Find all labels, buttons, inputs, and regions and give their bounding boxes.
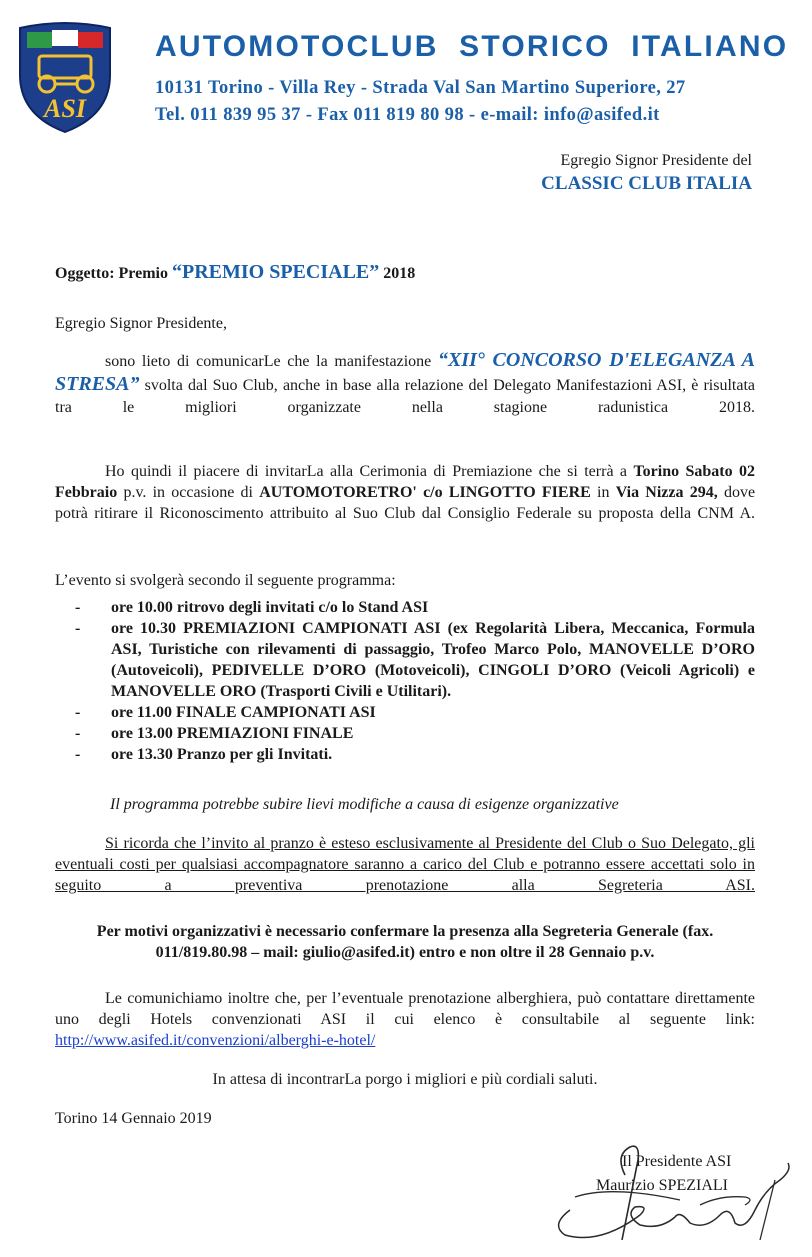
para2-date: Torino Sabato 02 Febbraio: [55, 463, 756, 501]
paragraph-invitation: [55, 461, 755, 545]
recipient-block: [541, 152, 752, 195]
program-item: - ore 13.00 PREMIAZIONI FINALE: [75, 725, 354, 742]
para1-intro: sono lieto di comunicarLe che la manifestazione: [105, 353, 432, 370]
program-item: - ore 11.00 FINALE CAMPIONATI ASI: [75, 704, 376, 721]
confirm-note: Per motivi organizzativi è necessario confermare la presenza alla Segreteria Generale (fax. 011/819.80.98 – mail: giulio@asifed.it) entro e non oltre il 28 Gennaio p.v.: [96, 923, 714, 961]
program-note: Il programma potrebbe subire lievi modifiche a causa di esigenze organizzative: [110, 796, 619, 813]
signature-block: [530, 1135, 800, 1245]
para2-address: Via Nizza 294,: [615, 484, 718, 501]
signature-name: Maurizio SPEZIALI: [596, 1177, 728, 1194]
program-intro: L’evento si svolgerà secondo il seguente programma:: [55, 572, 396, 589]
para2-t2: p.v. in occasione di: [123, 484, 253, 501]
hotel-link[interactable]: http://www.asifed.it/convenzioni/alberghi-e-hotel/: [55, 1032, 376, 1049]
org-contacts: Tel. 011 839 95 37 - Fax 011 819 80 98 - e-mail: info@asifed.it: [155, 105, 660, 125]
hotel-text: Le comunichiamo inoltre che, per l’eventuale prenotazione alberghiera, può contattare direttamente uno degli Hotels convenzionati ASI il cui elenco è consultabile al seguente link:: [55, 990, 755, 1028]
subject-label: Oggetto: Premio: [55, 265, 168, 282]
subject-highlight: “PREMIO SPECIALE”: [172, 261, 380, 283]
program-item: - ore 13.30 Pranzo per gli Invitati.: [75, 746, 333, 763]
recipient-line1: Egregio Signor Presidente del: [560, 152, 752, 169]
para2-t3: in: [597, 484, 610, 501]
asi-logo: [15, 20, 115, 135]
org-name: AUTOMOTOCLUB STORICO ITALIANO: [155, 30, 789, 63]
handwritten-signature: [530, 1135, 800, 1245]
program-item: - ore 10.00 ritrovo degli invitati c/o lo Stand ASI: [75, 599, 429, 616]
subject-year: 2018: [383, 265, 416, 282]
recipient-club: CLASSIC CLUB ITALIA: [541, 173, 752, 194]
org-address: 10131 Torino - Villa Rey - Strada Val San Martino Superiore, 27: [155, 78, 686, 98]
closing: In attesa di incontrarLa porgo i migliori e più cordiali saluti.: [212, 1071, 598, 1088]
program-list: [75, 597, 755, 765]
logo-lettering: ASI: [44, 94, 86, 123]
para1-rest: svolta dal Suo Club, anche in base alla relazione del Delegato Manifestazioni ASI, è risultata tra le migliori organizzate nella stagione radunistica 2018.: [55, 377, 756, 416]
date-line: Torino 14 Gennaio 2019: [55, 1110, 212, 1127]
signature-title: Il Presidente ASI: [622, 1153, 732, 1170]
hotel-note: [55, 988, 755, 1072]
program-item: - ore 10.30 PREMIAZIONI CAMPIONATI ASI (ex Regolarità Libera, Meccanica, Formula ASI, Turistiche con rilevamenti di passaggio, Trofeo Marco Polo, MANOVELLE D’ORO (Autoveicoli), PEDIVELLE D’ORO (Motoveicoli), CINGOLI D’ORO (Veicoli Agricoli) e MANOVELLE ORO (Trasporti Civili e Utilitari).: [75, 620, 755, 700]
salutation: Egregio Signor Presidente,: [55, 315, 227, 332]
para2-t4: dove potrà ritirare il Riconoscimento attribuito al Suo Club dal Consiglio Federale su proposta della CNM A.: [55, 484, 756, 522]
paragraph-event: [55, 349, 755, 441]
lunch-note-text: Si ricorda che l’invito al pranzo è esteso esclusivamente al Presidente del Club o Suo Delegato, gli eventuali costi per qualsiasi accompagnatore saranno a carico del Club e potranno essere accettati solo in seguito a preventiva prenotazione alla Segreteria ASI.: [55, 835, 755, 894]
para2-venue: AUTOMOTORETRO' c/o LINGOTTO FIERE: [259, 484, 591, 501]
lunch-note: [55, 833, 755, 917]
para2-t1: Ho quindi il piacere di invitarLa alla Cerimonia di Premiazione che si terrà a: [105, 463, 628, 480]
subject-line: [55, 262, 755, 284]
para1-event: “XII° CONCORSO D'ELEGANZA A STRESA”: [55, 349, 756, 395]
